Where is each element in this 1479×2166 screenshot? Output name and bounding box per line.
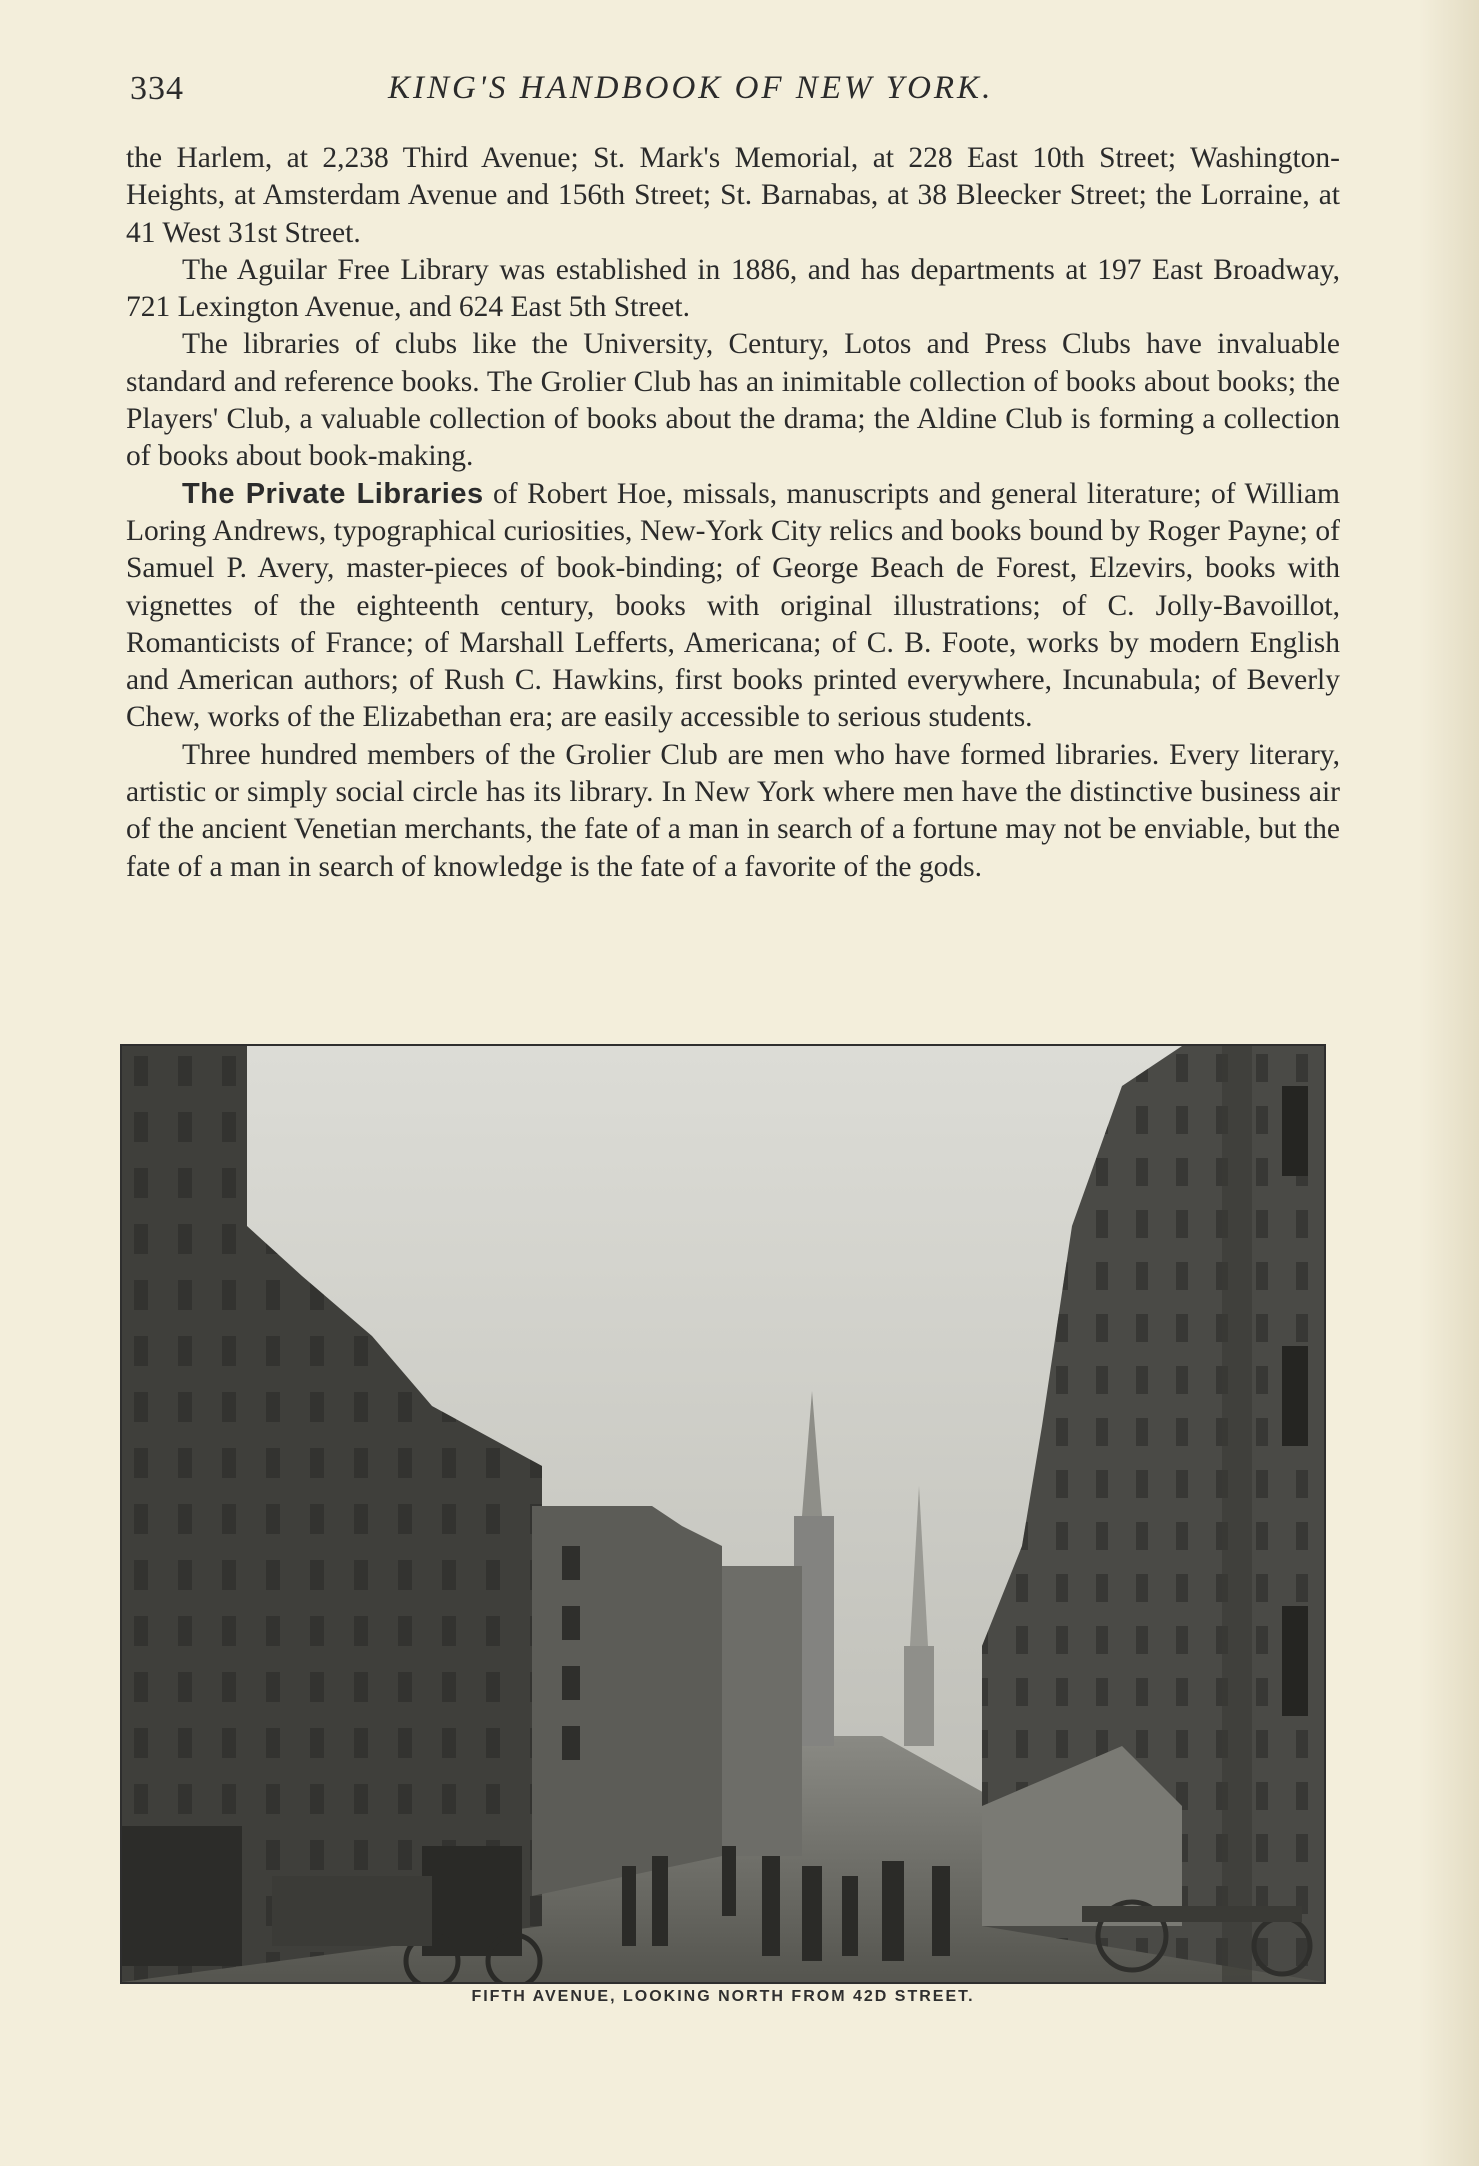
page-edge-shadow [1419,0,1479,2166]
paragraph-1: the Harlem, at 2,238 Third Avenue; St. Mark's Memorial, at 228 East 10th Street; Washington-Heights, at Amsterdam Avenue and 156th Street; St. Barnabas, at 38 Bleecker Street; the Lorraine, at 41 West 31st Street. [126,142,1340,249]
page-number: 334 [130,70,184,107]
paragraph-4 [126,476,1340,737]
paragraph-4-text: of Robert Hoe, missals, manuscripts and general literature; of William Loring Andrews, typographical curiosities, New-York City relics and books bound by Roger Payne; of Samuel P. Avery, master-pieces of book-binding; of George Beach de Forest, Elzevirs, books with vignettes of the eighteenth century, books with original illustrations; of C. Jolly-Bavoillot, Romanticists of France; of Marshall Lefferts, Americana; of C. B. Foote, works by modern English and American authors; of Rush C. Hawkins, first books printed everywhere, Incunabula; of Beverly Chew, works of the Elizabethan era; are easily accessible to serious students. [126,477,1340,734]
paragraph-3: The libraries of clubs like the University, Century, Lotos and Press Clubs have invaluable standard and reference books. The Grolier Club has an inimitable collection of books about books; the Players' Club, a valuable collection of books about the drama; the Aldine Club is forming a collection of books about book-making. [126,328,1340,473]
page-header [130,70,1340,120]
body-text [126,140,1340,886]
sidehead-private-libraries: The Private Libraries [182,477,484,510]
illustration-caption: FIFTH AVENUE, LOOKING NORTH FROM 42D STREET. [471,1988,975,2005]
paragraph-2: The Aguilar Free Library was established in 1886, and has departments at 197 East Broadway, 721 Lexington Avenue, and 624 East 5th Street. [126,253,1340,324]
fifth-avenue-photograph [122,1046,1324,1982]
running-title: KING'S HANDBOOK OF NEW YORK. [388,70,994,106]
paragraph-5: Three hundred members of the Grolier Club are men who have formed libraries. Every literary, artistic or simply social circle has its library. In New York where men have the distinctive business air of the ancient Venetian merchants, the fate of a man in search of a fortune may not be enviable, but the fate of a man in search of knowledge is the fate of a favorite of the gods. [126,738,1340,883]
